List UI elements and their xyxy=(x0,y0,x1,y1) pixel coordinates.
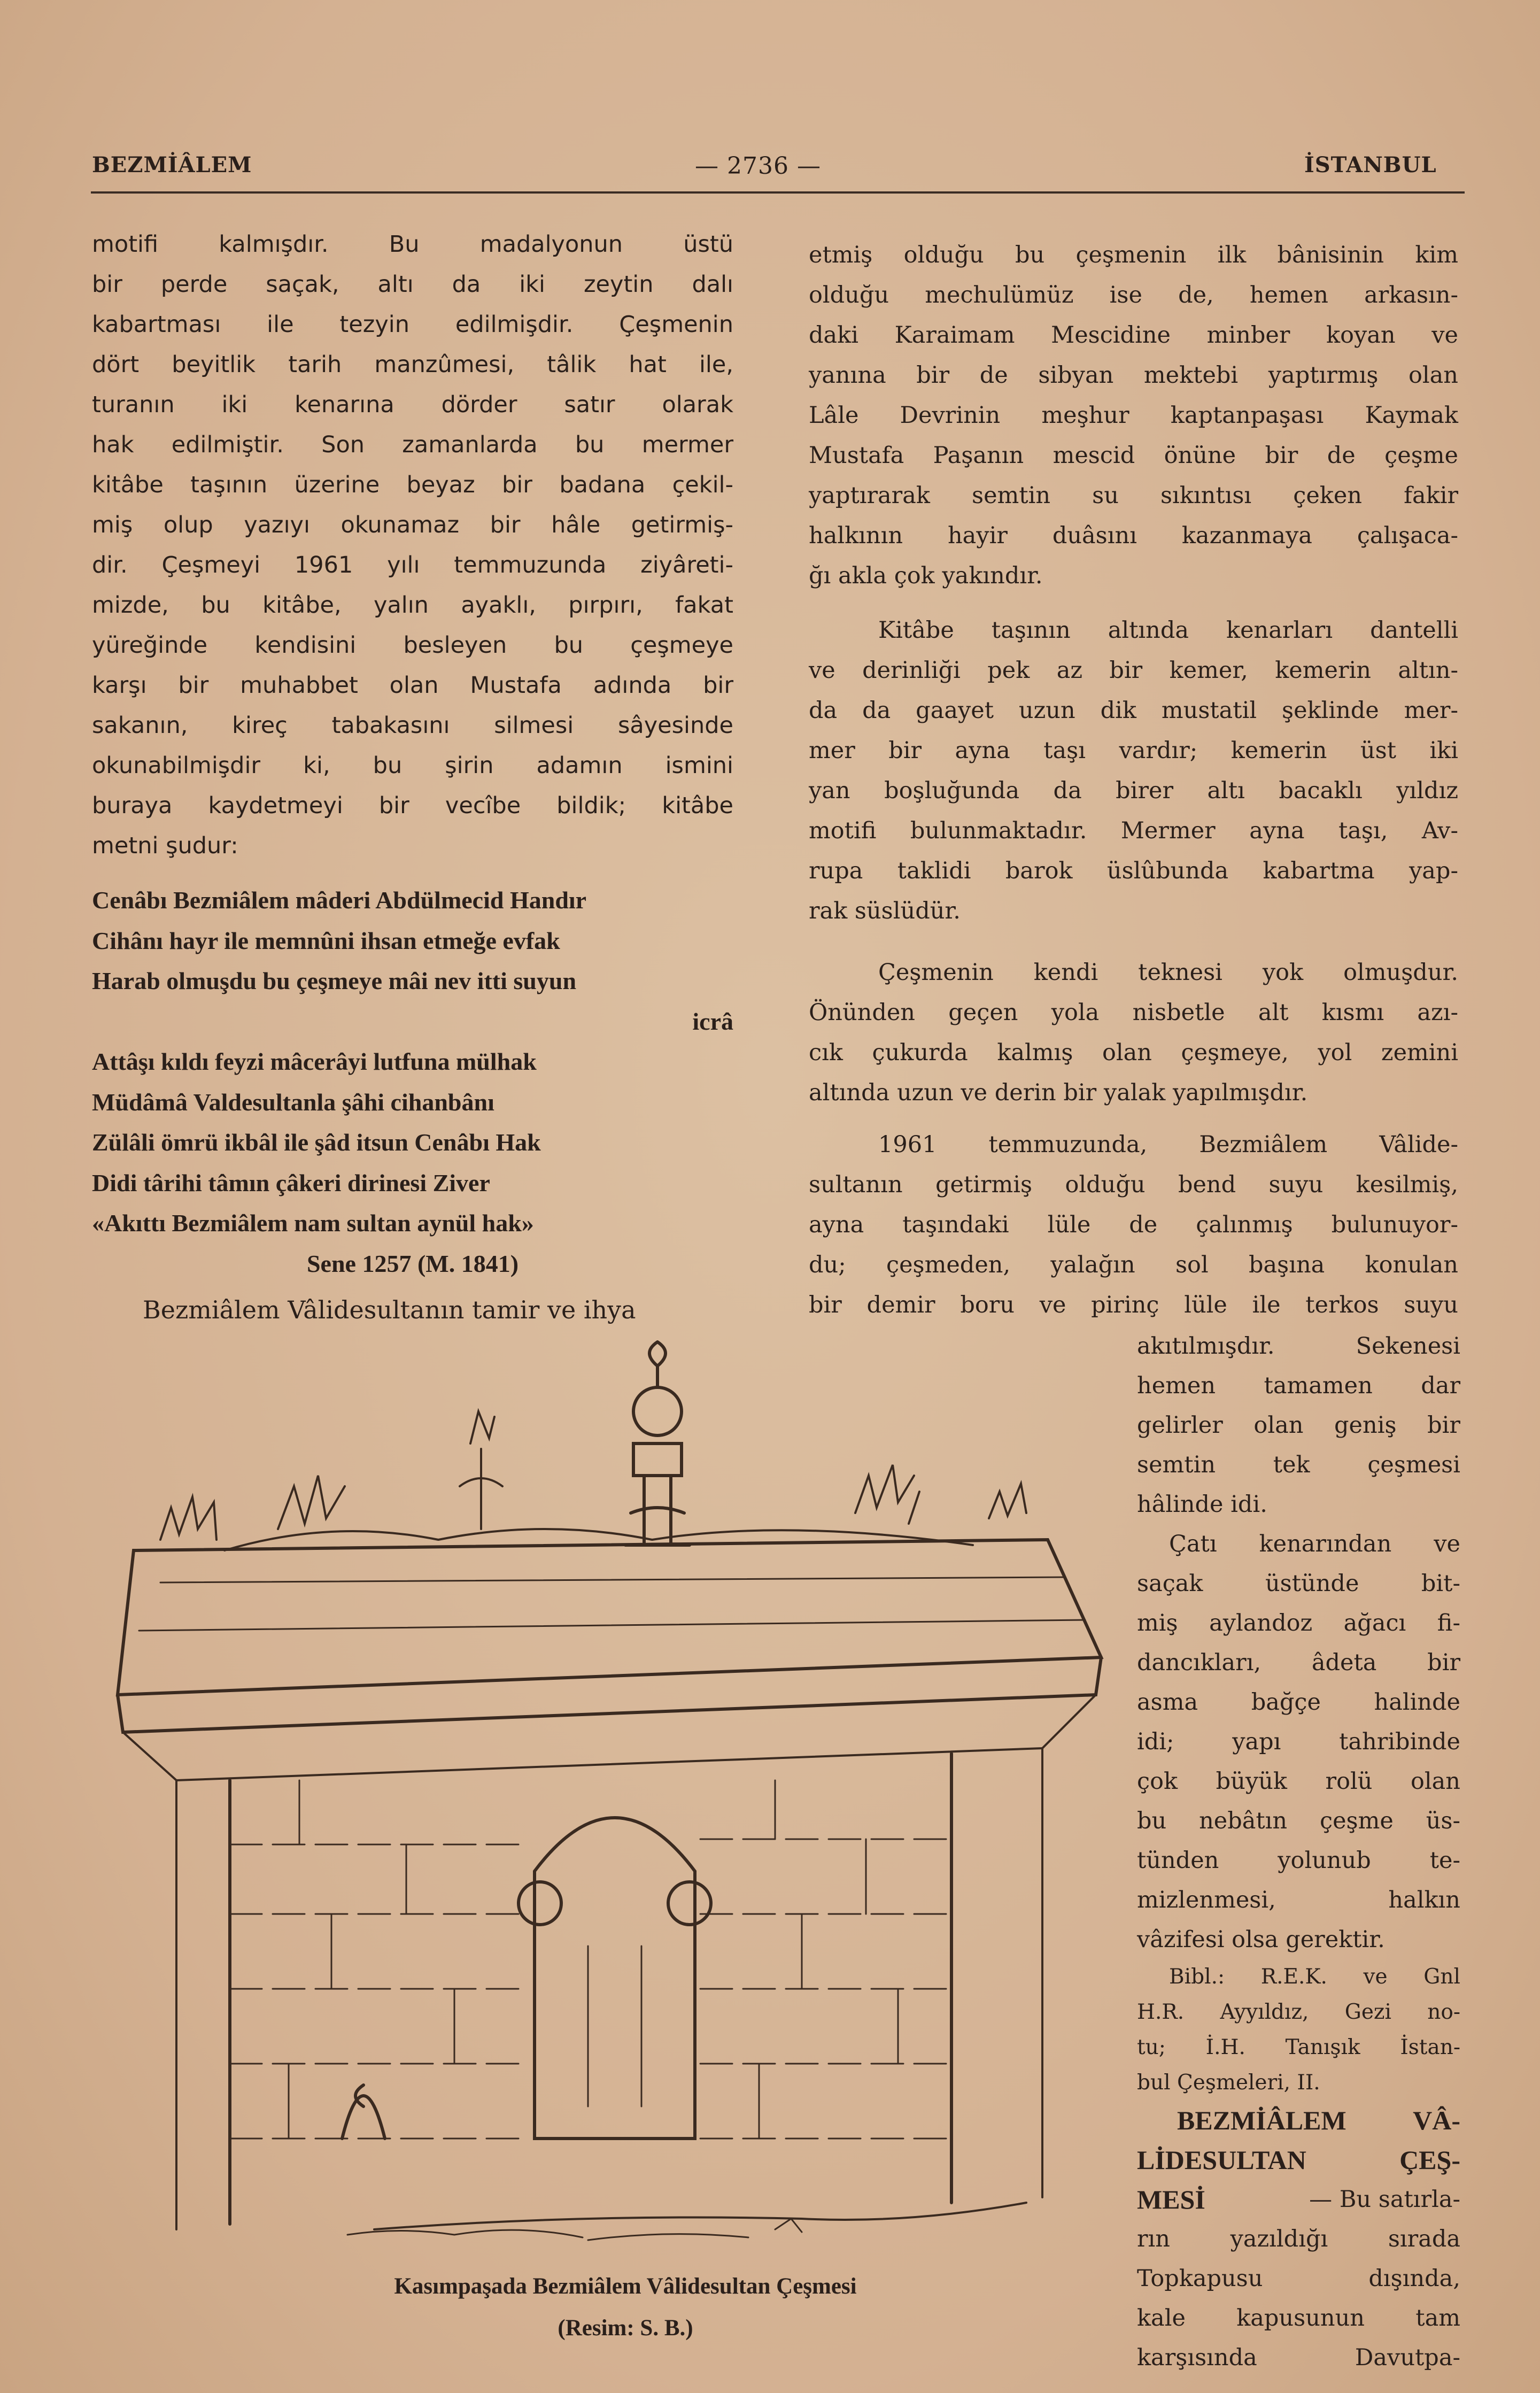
text-line: altında uzun ve derin bir yalak yapılmışdır. xyxy=(809,1079,1308,1106)
poem-line: Didi târihi tâmın çâkeri dirinesi Ziver xyxy=(92,1169,490,1196)
text-line: hemen tamamen dar xyxy=(1137,1372,1460,1399)
running-head-left: BEZMİÂLEM xyxy=(92,152,252,177)
text-line: semtin tek çeşmesi xyxy=(1137,1452,1460,1478)
text-line: da da gaayet uzun dik mustatil şeklinde mer- xyxy=(809,697,1458,724)
poem-line: Müdâmâ Valdesultanla şâhi cihanbânı xyxy=(92,1088,494,1116)
text-line: olduğu mechulümüz ise de, hemen arkasın- xyxy=(809,282,1458,308)
text-line: bu nebâtın çeşme üs- xyxy=(1137,1808,1460,1834)
text-line: dancıkları, âdeta bir xyxy=(1137,1649,1460,1676)
text-line: du; çeşmeden, yalağın sol başına konulan xyxy=(809,1252,1458,1278)
text-line: dört beyitlik tarih manzûmesi, tâlik hat ile, xyxy=(92,351,733,378)
text-line: miş olup yazıyı okunamaz bir hâle getirmiş- xyxy=(92,512,733,538)
text-line: miş aylandoz ağacı fi- xyxy=(1137,1610,1460,1636)
text-line: çok büyük rolü olan xyxy=(1137,1768,1460,1795)
poem-line: Cenâbı Bezmiâlem mâderi Abdülmecid Handır xyxy=(92,886,587,914)
running-head-right: İSTANBUL xyxy=(1304,152,1437,177)
text-line: H.R. Ayyıldız, Gezi no- xyxy=(1137,2000,1460,2024)
poem-line: Harab olmuşdu bu çeşmeye mâi nev itti suyun xyxy=(92,967,577,994)
text-line: bir perde saçak, altı da iki zeytin dalı xyxy=(92,271,733,298)
finial-drawing xyxy=(625,1342,690,1545)
text-line: Mustafa Paşanın mescid önüne bir de çeşme xyxy=(809,442,1458,469)
poem-line: Attâşı kıldı feyzi mâcerâyi lutfuna mülhak xyxy=(92,1048,537,1075)
text-line: gelirler olan geniş bir xyxy=(1137,1412,1460,1439)
text-line: okunabilmişdir ki, bu şirin adamın ismini xyxy=(92,752,733,779)
text-line: 1961 temmuzunda, Bezmiâlem Vâlide- xyxy=(878,1131,1458,1158)
text-line: daki Karaimam Mescidine minber koyan ve xyxy=(809,322,1458,349)
poem-line: Sene 1257 (M. 1841) xyxy=(306,1249,519,1277)
text-line: yüreğinde kendisini besleyen bu çeşmeye xyxy=(92,632,733,659)
text-line: ve derinliği pek az bir kemer, kemerin altın- xyxy=(809,657,1458,684)
figure-caption: Kasımpaşada Bezmiâlem Vâlidesultan Çeşmesi xyxy=(394,2274,857,2299)
poem-line: icrâ xyxy=(692,1007,733,1035)
text-line: mizlenmesi, halkın xyxy=(1137,1887,1460,1913)
text-line: hâlinde idi. xyxy=(1137,1491,1267,1518)
text-line: tünden yolunub te- xyxy=(1137,1847,1460,1874)
text-line: sakanın, kireç tabakasını silmesi sâyesinde xyxy=(92,712,733,739)
text-line: Bibl.: R.E.K. ve Gnl xyxy=(1169,1965,1460,1989)
text-line: ğı akla çok yakındır. xyxy=(809,562,1043,589)
text-line: asma bağçe halinde xyxy=(1137,1689,1460,1716)
text-line: ayna taşındaki lüle de çalınmış bulunuyor- xyxy=(809,1211,1458,1238)
figure-credit: (Resim: S. B.) xyxy=(558,2315,693,2341)
text-line: motifi kalmışdır. Bu madalyonun üstü xyxy=(92,231,733,258)
text-line: Lâle Devrinin meşhur kaptanpaşası Kaymak xyxy=(809,402,1458,429)
text-line: Bezmiâlem Vâlidesultanın tamir ve ihya xyxy=(143,1295,636,1324)
entry-heading-line: LİDESULTAN ÇEŞ- xyxy=(1137,2145,1460,2175)
text-line: sultanın getirmiş olduğu bend suyu kesilmiş, xyxy=(809,1171,1458,1198)
text-line: karşı bir muhabbet olan Mustafa adında bir xyxy=(92,672,733,699)
text-line: vâzifesi olsa gerektir. xyxy=(1137,1926,1385,1953)
text-line: Çatı kenarından ve xyxy=(1169,1531,1460,1557)
text-line: yanına bir de sibyan mektebi yaptırmış olan xyxy=(809,362,1458,389)
entry-heading-line: BEZMİÂLEM VÂ- xyxy=(1177,2105,1460,2135)
text-line: mizde, bu kitâbe, yalın ayaklı, pırpırı, fakat xyxy=(92,592,733,619)
entry-heading-end: MESİ xyxy=(1137,2184,1205,2214)
poem-line: Cihânı hayr ile memnûni ihsan etmeğe evfak xyxy=(92,927,560,954)
text-line: yaptırarak semtin su sıkıntısı çeken fakir xyxy=(809,482,1458,509)
text-line: mer bir ayna taşı vardır; kemerin üst iki xyxy=(809,737,1458,764)
fountain-body-drawing xyxy=(176,1748,1042,2240)
text-line: cık çukurda kalmış olan çeşmeye, yol zemini xyxy=(809,1039,1458,1066)
page-number: — 2736 — xyxy=(695,152,821,180)
text-line: tu; İ.H. Tanışık İstan- xyxy=(1137,2035,1460,2059)
text-line: rak süslüdür. xyxy=(809,898,961,924)
text-line: bul Çeşmeleri, II. xyxy=(1137,2071,1320,2095)
text-line: Topkapusu dışında, xyxy=(1137,2265,1460,2292)
text-line: Kitâbe taşının altında kenarları dantelli xyxy=(878,617,1458,644)
text-line: saçak üstünde bit- xyxy=(1137,1570,1460,1597)
text-line: Çeşmenin kendi teknesi yok olmuşdur. xyxy=(878,959,1458,986)
text-line: dir. Çeşmeyi 1961 yılı temmuzunda ziyâreti- xyxy=(92,552,733,578)
text-line: bir demir boru ve pirinç lüle ile terkos suyu xyxy=(809,1292,1458,1318)
roof-slab-drawing xyxy=(118,1540,1101,1780)
text-line: halkının hayir duâsını kazanmaya çalışaca- xyxy=(809,522,1458,549)
text-line: metni şudur: xyxy=(92,832,238,859)
poem-line: «Akıttı Bezmiâlem nam sultan aynül hak» xyxy=(92,1209,534,1237)
text-line: kale kapusunun tam xyxy=(1137,2305,1460,2332)
text-line: motifi bulunmaktadır. Mermer ayna taşı, Av- xyxy=(809,817,1458,844)
text-line: turanın iki kenarına dörder satır olarak xyxy=(92,391,733,418)
text-line: kitâbe taşının üzerine beyaz bir badana çekil- xyxy=(92,472,733,498)
text-line: yan boşluğunda da birer altı bacaklı yıldız xyxy=(809,777,1458,804)
text-line: kabartması ile tezyin edilmişdir. Çeşmenin xyxy=(92,311,733,338)
text-line: rın yazıldığı sırada xyxy=(1137,2226,1460,2252)
text-line: idi; yapı tahribinde xyxy=(1137,1728,1460,1755)
poem-line: Zülâli ömrü ikbâl ile şâd itsun Cenâbı Hak xyxy=(92,1129,541,1156)
text-line: etmiş olduğu bu çeşmenin ilk bânisinin kim xyxy=(809,242,1458,268)
text-line: karşısında Davutpa- xyxy=(1137,2344,1460,2371)
roof-foliage-drawing xyxy=(160,1411,1026,1550)
text-line: rupa taklidi barok üslûbunda kabartma yap- xyxy=(809,858,1458,884)
text-line: hak edilmiştir. Son zamanlarda bu mermer xyxy=(92,431,733,458)
entry-text: — Bu satırla- xyxy=(1309,2186,1460,2213)
text-line: Önünden geçen yola nisbetle alt kısmı azı- xyxy=(809,999,1458,1026)
text-line: buraya kaydetmeyi bir vecîbe bildik; kitâbe xyxy=(92,792,733,819)
text-line: akıtılmışdır. Sekenesi xyxy=(1137,1333,1460,1360)
